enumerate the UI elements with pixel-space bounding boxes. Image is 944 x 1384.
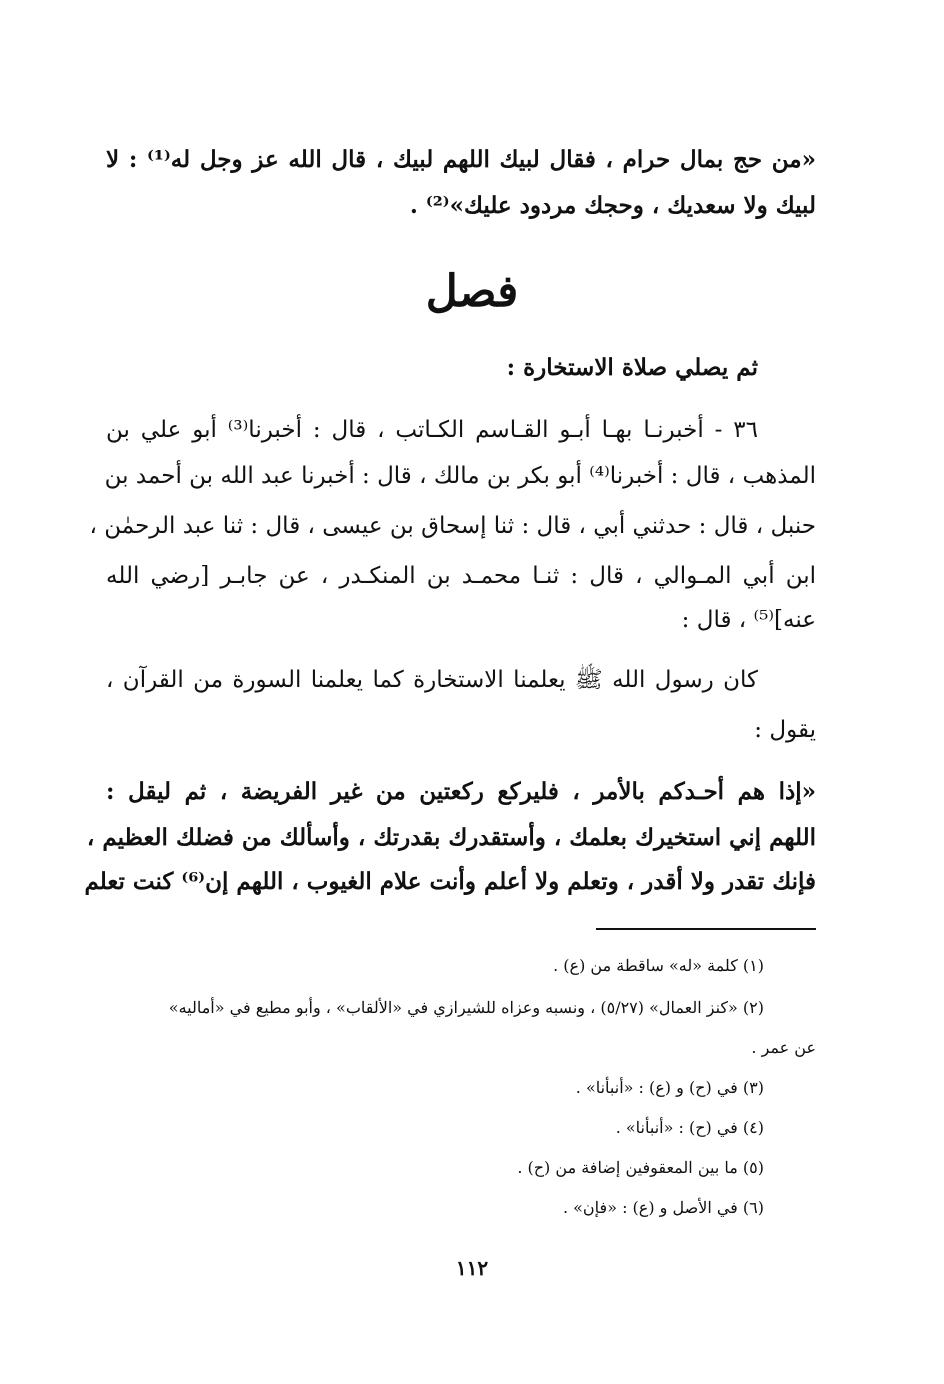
hadith-line-1: «من حج بمال حرام ، فقال لبيك اللهم لبيك ، قال الله عز وجل له⁽¹⁾ : لا bbox=[106, 146, 816, 173]
page-number: ١١٢ bbox=[455, 1256, 489, 1280]
footnote-2-line-2: عن عمر . bbox=[751, 1038, 816, 1057]
intro-line: ثم يصلي صلاة الاستخارة : bbox=[506, 354, 758, 381]
footnote-3: (٣) في (ح) و (ع) : «أنبأنا» . bbox=[575, 1078, 764, 1097]
footnote-5: (٥) ما بين المعقوفين إضافة من (ح) . bbox=[517, 1158, 764, 1177]
footnote-separator bbox=[596, 928, 816, 930]
isnad-line-1: ٣٦ - أخبرنـا بهـا أبـو القـاسم الكـاتب ، قال : أخبرنا⁽³⁾ أبو علي بن bbox=[106, 417, 758, 443]
isnad-line-3: حنبل ، قال : حدثني أبي ، قال : ثنا إسحاق بن عيسى ، قال : ثنا عبد الرحمٰن ، bbox=[89, 513, 816, 539]
dua-line-3: فإنك تقدر ولا أقدر ، وتعلم ولا أعلم وأنت علام الغيوب ، اللهم إن⁽⁶⁾ كنت تعلم bbox=[84, 868, 816, 895]
isnad-line-5: عنه]⁽⁵⁾ ، قال : bbox=[681, 607, 816, 633]
section-heading: فصل bbox=[425, 266, 519, 317]
footnote-2-line-1: (٢) «كنز العمال» (٥/٢٧) ، ونسبه وعزاه للشيرازي في «الألقاب» ، وأبو مطيع في «أماليه» bbox=[168, 998, 764, 1017]
dua-line-1: «إذا هم أحـدكم بالأمر ، فليركع ركعتين من غير الفريضة ، ثم ليقل : bbox=[106, 778, 816, 805]
footnote-6: (٦) في الأصل و (ع) : «فإن» . bbox=[562, 1198, 764, 1217]
hadith-line-2: لبيك ولا سعديك ، وحجك مردود عليك»⁽²⁾ . bbox=[409, 192, 816, 219]
footnote-1: (١) كلمة «له» ساقطة من (ع) . bbox=[553, 956, 764, 975]
narration-line-2: يقول : bbox=[754, 717, 816, 743]
dua-line-2: اللهم إني استخيرك بعلمك ، وأستقدرك بقدرتك ، وأسألك من فضلك العظيم ، bbox=[86, 824, 816, 851]
isnad-line-2: المذهب ، قال : أخبرنا⁽⁴⁾ أبو بكر بن مالك ، قال : أخبرنا عبد الله بن أحمد بن bbox=[104, 463, 816, 489]
footnote-4: (٤) في (ح) : «أنبأنا» . bbox=[615, 1118, 764, 1137]
isnad-line-4: ابن أبي المـوالي ، قال : ثنـا محمـد بن المنكـدر ، عن جابـر [رضي الله bbox=[106, 563, 816, 589]
narration-line-1: كان رسول الله ﷺ يعلمنا الاستخارة كما يعلمنا السورة من القرآن ، bbox=[106, 667, 758, 693]
